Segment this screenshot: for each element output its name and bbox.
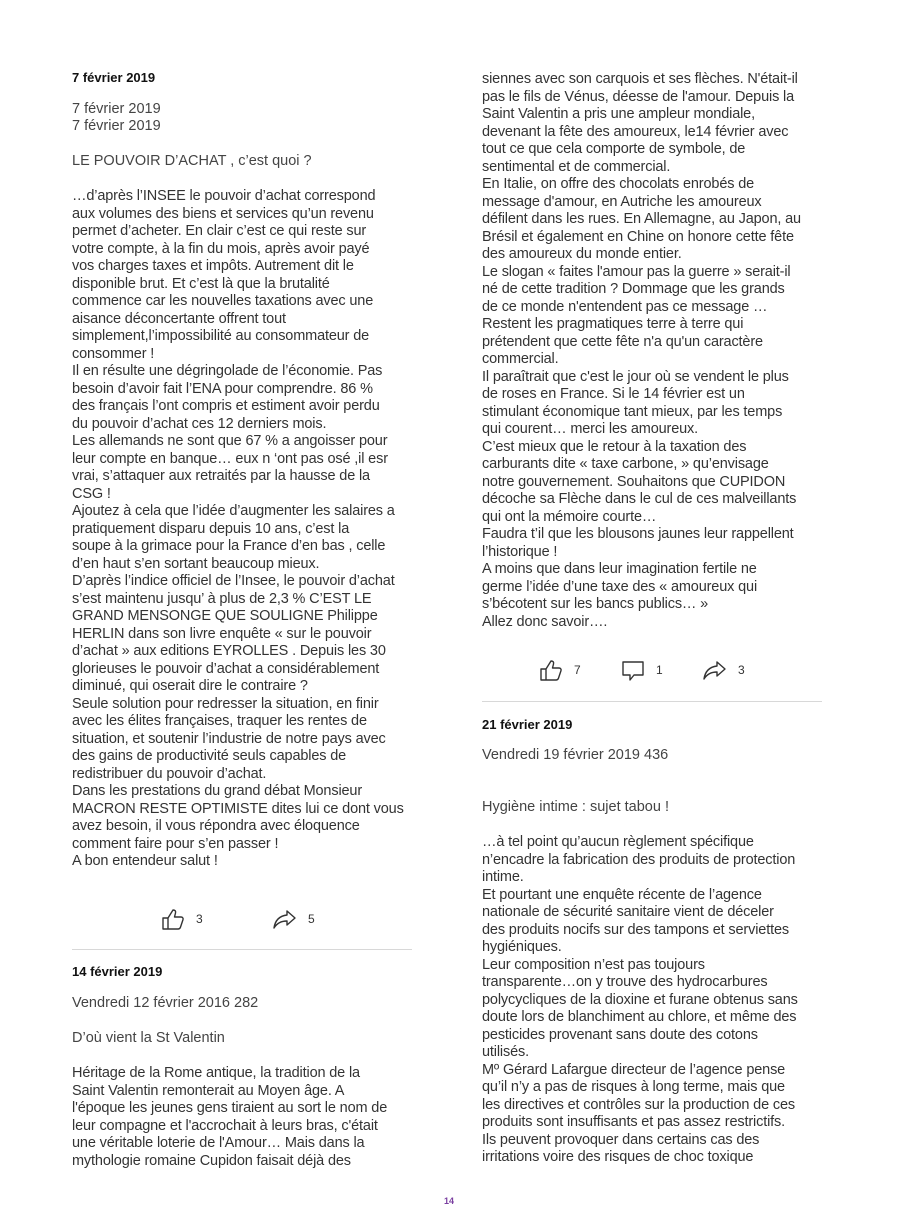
text-line: soupe à la grimace pour la France d’en bas , celle — [72, 538, 386, 554]
text-line: …d’après l’INSEE le pouvoir d’achat correspond — [72, 188, 376, 204]
text-line: …à tel point qu’aucun règlement spécifique — [482, 834, 754, 850]
like-count: 7 — [574, 663, 581, 677]
separator — [482, 701, 822, 702]
text-line: s’est maintenu jusqu’ à plus de 2,3 % C’EST LE — [72, 590, 372, 607]
text-line: avez besoin, il vous répondra avec éloquence — [72, 818, 360, 834]
text-line: disponible brut. Et c’est là que la brutalité — [72, 275, 330, 292]
text-line: vrai, s’attaquer aux retraités par la hausse de la — [72, 468, 370, 484]
text-line: s’bécotent sur les bancs publics… » — [482, 596, 709, 612]
share-icon — [272, 906, 298, 932]
text-line: permet d’acheter. En clair c’est ce qui reste sur — [72, 223, 367, 239]
text-line: des gains de productivité seuls capables de — [72, 748, 347, 764]
text-line: Saint Valentin a pris une ampleur mondiale, — [482, 106, 755, 122]
post-social-bar — [482, 657, 822, 685]
text-line: né de cette tradition ? Dommage que les grands — [482, 281, 785, 297]
like-button[interactable] — [538, 657, 581, 683]
comment-count: 1 — [656, 663, 663, 677]
text-line: devenant la fête des amoureux, le14 février avec — [482, 123, 789, 140]
text-line: Restent les pragmatiques terre à terre qui — [482, 316, 744, 332]
text-line: Ils peuvent provoquer dans certains cas des — [482, 1131, 760, 1148]
text-line: utilisés. — [482, 1044, 529, 1060]
thumbs-up-icon — [160, 906, 186, 932]
text-line: Ajoutez à cela que l’idée d’augmenter les salaires a — [72, 503, 395, 519]
page-number: 14 — [443, 1196, 454, 1206]
post-subtitle: 7 février 2019 — [72, 101, 161, 117]
text-line: d’achat » aux editions EYROLLES . Depuis les 30 — [72, 643, 386, 659]
text-line: Les allemands ne sont que 67 % a angoisser pour — [72, 433, 388, 449]
post-title: Hygiène intime : sujet tabou ! — [482, 799, 669, 815]
text-line: n’encadre la fabrication des produits de protection — [482, 851, 796, 868]
text-line: nationale de sécurité sanitaire vient de déceler — [482, 904, 774, 920]
text-line: message d'amour, en Autriche les amoureux — [482, 193, 762, 210]
text-line: Héritage de la Rome antique, la tradition de la — [72, 1065, 360, 1081]
text-line: votre compte, à la fin du mois, après avoir payé — [72, 240, 370, 257]
text-line: CSG ! — [72, 485, 111, 502]
text-line: aux volumes des biens et services qu’un revenu — [72, 205, 374, 222]
text-line: Faudra t’il que les blousons jaunes leur rappellent — [482, 526, 794, 542]
comment-button[interactable] — [620, 657, 663, 683]
text-line: pesticides provenant sans doute des cotons — [482, 1026, 758, 1043]
text-line: transparente…on y trouve des hydrocarbures — [482, 974, 768, 990]
text-line: GRAND MENSONGE QUE SOULIGNE Philippe — [72, 608, 378, 624]
like-button[interactable] — [160, 906, 203, 932]
post-social-bar — [72, 906, 412, 934]
text-line: intime. — [482, 869, 524, 885]
separator — [72, 949, 412, 950]
text-line: de roses en France. Si le 14 février est un — [482, 386, 745, 402]
text-line: prétendent que cette fête n'a qu'un caractère — [482, 333, 763, 350]
text-line: irritations voire des risques de choc toxique — [482, 1149, 754, 1165]
text-line: redistribuer du pouvoir d’achat. — [72, 765, 267, 782]
text-line: des amoureux du monde entier. — [482, 246, 682, 262]
text-line: pas le fils de Vénus, déesse de l'amour. Depuis la — [482, 88, 795, 105]
text-line: leur compagne et l'accrochait à leurs bras, c'était — [72, 1117, 378, 1134]
text-line: En Italie, on offre des chocolats enrobés de — [482, 176, 755, 192]
text-line: vos charges taxes et impôts. Autrement dit le — [72, 258, 354, 274]
post-subtitle: Vendredi 19 février 2019 436 — [482, 747, 669, 763]
text-line: C’est mieux que le retour à la taxation des — [482, 438, 747, 455]
text-line: polycycliques de la dioxine et furane obtenus sans — [482, 991, 798, 1008]
text-line: pratiquement disparu depuis 10 ans, c’est la — [72, 520, 350, 537]
text-line: Dans les prestations du grand débat Monsieur — [72, 783, 363, 799]
text-line: défilent dans les rues. En Allemagne, au Japon, au — [482, 211, 801, 227]
text-line: besoin d’avoir fait l’ENA pour comprendre. 86 % — [72, 380, 373, 397]
text-line: l’historique ! — [482, 543, 558, 560]
post-date: 21 février 2019 — [482, 717, 573, 732]
text-line: hygiéniques. — [482, 939, 562, 955]
share-count: 3 — [738, 663, 745, 677]
text-line: MACRON RESTE OPTIMISTE dites lui ce dont vous — [72, 800, 404, 817]
text-line: Leur composition n’est pas toujours — [482, 956, 705, 973]
text-line: Il en résulte une dégringolade de l’économie. Pas — [72, 363, 383, 379]
text-line: comment faire pour s’en passer ! — [72, 835, 279, 852]
text-line: qui courent… merci les amoureux. — [482, 421, 699, 437]
text-line: consommer ! — [72, 345, 155, 362]
post-date: 7 février 2019 — [72, 70, 156, 85]
text-line: Mº Gérard Lafargue directeur de l’agence pense — [482, 1061, 786, 1078]
share-button[interactable] — [702, 657, 745, 683]
text-line: commence car les nouvelles taxations avec une — [72, 293, 374, 309]
text-line: avec les élites françaises, traquer les rentes de — [72, 713, 367, 729]
text-line: Il paraîtrait que c'est le jour où se vendent le plus — [482, 368, 789, 385]
text-line: qu’il n’y a pas de risques à long terme, mais que — [482, 1079, 785, 1095]
text-line: tout ce que cela comporte de symbole, de — [482, 141, 746, 157]
text-line: simplement,l’impossibilité au consommateur de — [72, 328, 370, 344]
text-line: mythologie romaine Cupidon faisait déjà des — [72, 1152, 351, 1169]
text-line: A moins que dans leur imagination fertile ne — [482, 561, 757, 577]
text-line: de ce monde n'entendent pas ce message … — [482, 298, 768, 315]
thumbs-up-icon — [538, 657, 564, 683]
text-line: A bon entendeur salut ! — [72, 853, 218, 869]
text-line: du pouvoir d’achat ces 12 derniers mois. — [72, 415, 327, 432]
text-line: Le slogan « faites l'amour pas la guerre » serait-il — [482, 263, 791, 280]
text-line: Brésil et également en Chine on honore cette fête — [482, 228, 794, 245]
text-line: carburants dite « taxe carbone, » qu’envisage — [482, 456, 769, 472]
text-line: d’en haut s’en sortant beaucoup mieux. — [72, 555, 320, 572]
share-button[interactable] — [272, 906, 315, 932]
text-line: commercial. — [482, 351, 559, 367]
text-line: décoche sa Flèche dans le cul de ces malveillants — [482, 491, 797, 507]
text-line: leur compte en banque… eux n ‘ont pas osé ,il esr — [72, 450, 388, 467]
text-line: sentimental et de commercial. — [482, 158, 671, 175]
text-line: D’après l’indice officiel de l’Insee, le pouvoir d’achat — [72, 573, 395, 589]
share-count: 5 — [308, 912, 315, 926]
text-line: des français l’ont compris et estiment avoir perdu — [72, 398, 380, 414]
comment-icon — [620, 657, 646, 683]
text-line: une véritable loterie de l'Amour… Mais dans la — [72, 1135, 365, 1151]
like-count: 3 — [196, 912, 203, 926]
text-line: produits sont insuffisants et pas assez restrictifs. — [482, 1114, 786, 1130]
text-line: aisance déconcertante offrent tout — [72, 310, 286, 327]
text-line: qui ont la mémoire courte… — [482, 508, 657, 525]
text-line: Allez donc savoir…. — [482, 613, 608, 630]
post-subtitle: 7 février 2019 — [72, 118, 161, 134]
text-line: stimulant économique tant mieux, par les temps — [482, 403, 783, 420]
text-line: des produits nocifs sur des tampons et serviettes — [482, 921, 789, 938]
text-line: diminué, qui oserait dire le contraire ? — [72, 678, 308, 694]
text-line: HERLIN dans son livre enquête « sur le pouvoir — [72, 625, 372, 642]
text-line: l'époque les jeunes gens tiraient au sort le nom de — [72, 1100, 388, 1116]
text-line: Seule solution pour redresser la situation, en finir — [72, 695, 379, 712]
post-subtitle: Vendredi 12 février 2016 282 — [72, 995, 259, 1011]
share-icon — [702, 657, 728, 683]
post-date: 14 février 2019 — [72, 964, 163, 979]
text-line: glorieuses le pouvoir d’achat a considérablement — [72, 660, 380, 677]
text-line: situation, et soutenir l’industrie de notre pays avec — [72, 730, 386, 747]
text-line: Et pourtant une enquête récente de l’agence — [482, 886, 762, 903]
text-line: germe l’idée d’une taxe des « amoureux qui — [482, 578, 758, 595]
post-title: D’où vient la St Valentin — [72, 1030, 225, 1046]
post-title: LE POUVOIR D’ACHAT , c’est quoi ? — [72, 153, 312, 169]
text-line: doute lors de blanchiment au chlore, et même des — [482, 1009, 797, 1025]
text-line: les directives et contrôles sur la production de ces — [482, 1096, 795, 1113]
text-line: siennes avec son carquois et ses flèches. N'était-il — [482, 71, 798, 87]
text-line: notre gouvernement. Souhaitons que CUPIDON — [482, 473, 786, 490]
text-line: Saint Valentin remonterait au Moyen âge. A — [72, 1082, 345, 1099]
